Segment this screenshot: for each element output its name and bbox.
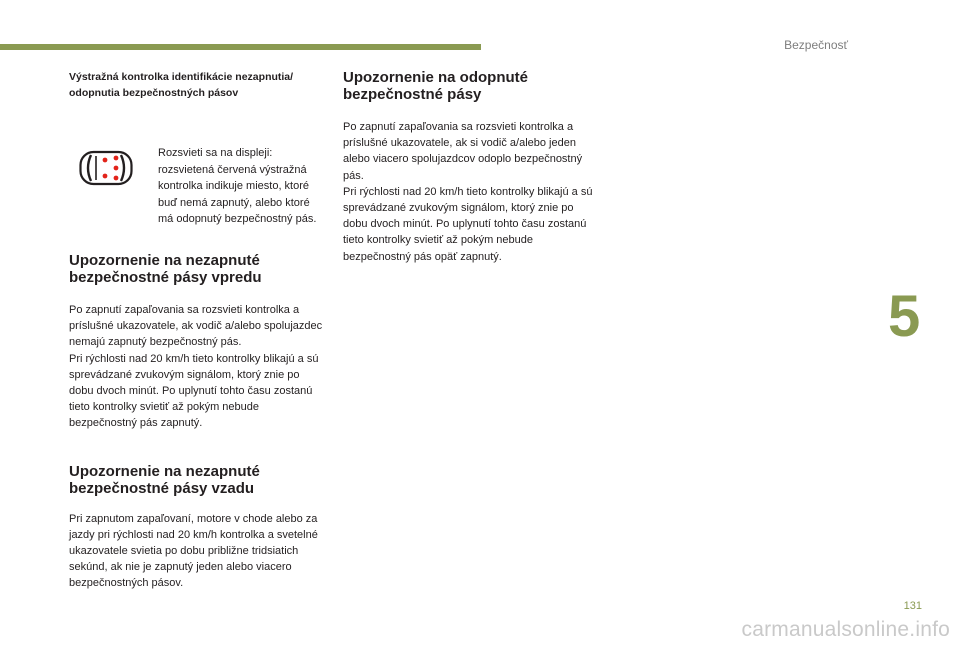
front-belt-paragraph-1: Po zapnutí zapaľovania sa rozsvieti kontrolka a príslušné ukazovatele, ak vodič a/alebo spolujazdec nemajú zapnutý bezpečnostný pás.	[69, 304, 323, 349]
page-number: 131	[903, 600, 922, 612]
unfastened-belt-body	[343, 119, 598, 265]
unfastened-belt-paragraph-1: Po zapnutí zapaľovania sa rozsvieti kontrolka a príslušné ukazovatele, ak si vodič a/alebo jeden alebo viacero spolujazdcov odoplo bezpečnostný pás.	[343, 121, 583, 182]
unfastened-belt-paragraph-2: Pri rýchlosti nad 20 km/h tieto kontrolky blikajú a sú sprevádzané zvukovým signálom, ktorý znie po dobu dvoch minút. Po uplynutí tohto času zostanú tieto kontrolky svietiť až pokým nebude bezpečnostný pás opäť zapnutý.	[343, 185, 593, 263]
lamp-description: Rozsvieti sa na displeji: rozsvietená červená výstražná kontrolka indikuje miesto, ktoré buď nemá zapnutý, alebo ktoré má odopnutý bezpečnostný pás.	[158, 147, 317, 225]
front-belt-body	[69, 302, 324, 432]
rear-belt-paragraph-1: Pri zapnutom zapaľovaní, motore v chode alebo za jazdy pri rýchlosti nad 20 km/h kontrolka a svetelné ukazovatele svietia po dobu približne tridsiatich sekúnd, ak nie je zapnutý jeden alebo viacero bezpečnostných pásov.	[69, 512, 318, 590]
header-accent-bar	[0, 44, 481, 50]
lamp-caption: Výstražná kontrolka identifikácie nezapnutia/ odopnutia bezpečnostných pásov	[69, 71, 294, 99]
watermark: carmanualsonline.info	[741, 618, 950, 641]
lamp-row	[69, 101, 324, 241]
right-column	[343, 69, 598, 265]
seatbelt-seat-map-icon	[79, 147, 133, 189]
chapter-number: 5	[888, 284, 921, 349]
rear-belt-body	[69, 511, 324, 592]
front-belt-paragraph-2: Pri rýchlosti nad 20 km/h tieto kontrolky blikajú a sú sprevádzané zvukovým signálom, ktorý znie po dobu dvoch minút. Po uplynutí tohto času zostanú tieto kontrolky svietiť až pokým nebude bezpečnostný pás zapnutý.	[69, 352, 319, 430]
front-belt-heading: Upozornenie na nezapnuté bezpečnostné pásy vpredu	[69, 252, 262, 286]
left-column	[69, 69, 324, 592]
unfastened-belt-heading: Upozornenie na odopnuté bezpečnostné pásy	[343, 69, 528, 103]
section-title: Bezpečnosť	[784, 38, 848, 52]
rear-belt-heading: Upozornenie na nezapnuté bezpečnostné pásy vzadu	[69, 462, 260, 497]
